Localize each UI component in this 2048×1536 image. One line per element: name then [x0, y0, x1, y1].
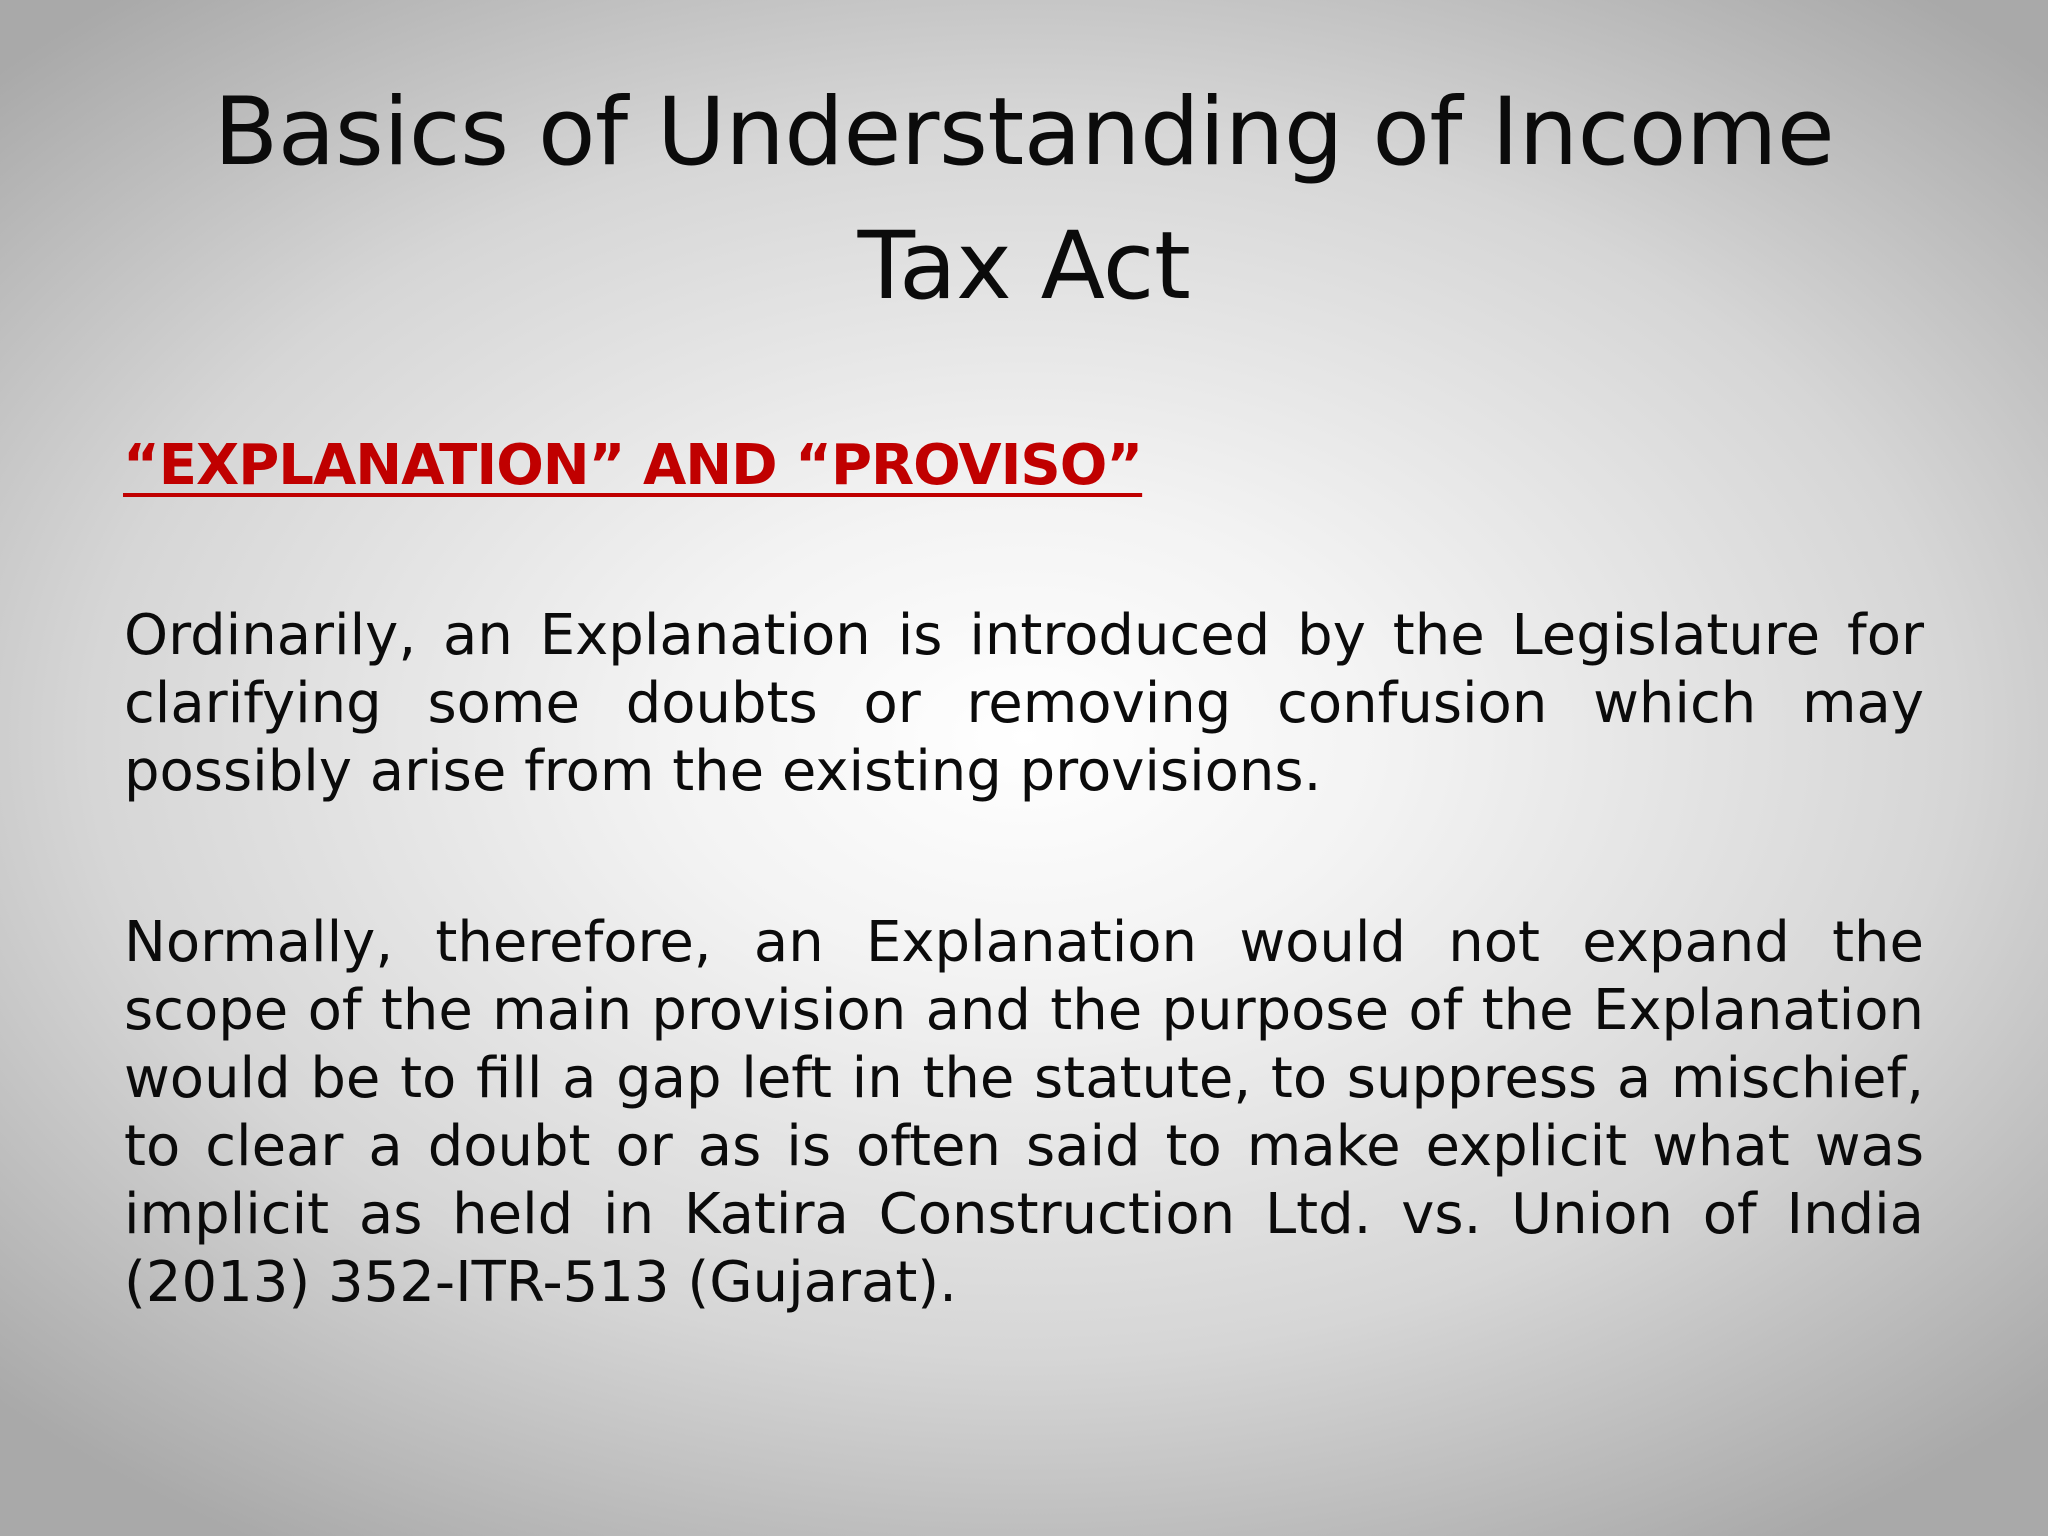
slide-title: [0, 66, 2048, 334]
explanation-paragraph: Ordinarily, an Explanation is introduced by the Legislature for clarifying some doubts or removing confusion which may possibly arise from the existing provisions.: [124, 603, 1924, 804]
slide-title-line-2: Tax Act: [857, 212, 1191, 321]
explanation-scope-paragraph: Normally, therefore, an Explanation would not expand the scope of the main provision and the purpose of the Explanation would be to fill a gap left in the statute, to suppress a mischief, to clear a doubt or as is often said to make explicit what was implicit as held in Katira Construction Ltd. vs. Union of India (2013) 352-ITR-513 (Gujarat).: [124, 910, 1924, 1315]
slide-title-line-1: Basics of Understanding of Income: [213, 78, 1835, 187]
section-heading: “EXPLANATION” AND “PROVISO”: [123, 433, 1143, 498]
